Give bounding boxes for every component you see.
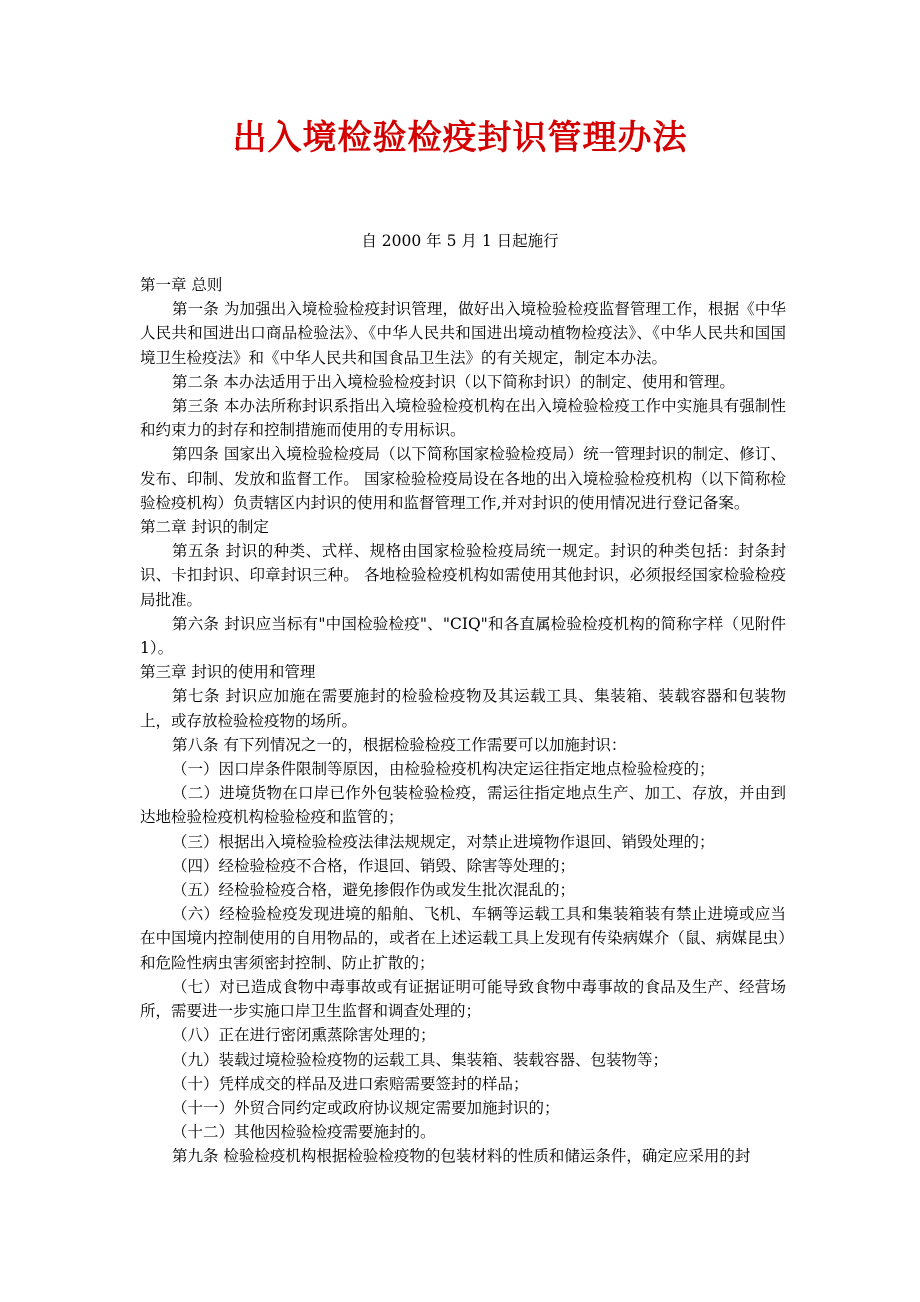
list-item: （四）经检验检疫不合格，作退回、销毁、除害等处理的； bbox=[172, 856, 576, 875]
chapter-heading: 第三章 封识的使用和管理 bbox=[140, 663, 316, 682]
list-item: （十一）外贸合同约定或政府协议规定需要加施封识的； bbox=[172, 1098, 560, 1117]
list-item: （二）进境货物在口岸已作外包装检验检疫，需运往指定地点生产、加工、存放，并由到达地检验检疫机构检验检疫和监管的； bbox=[140, 784, 786, 827]
list-item: （八）正在进行密闭熏蒸除害处理的； bbox=[172, 1026, 436, 1045]
article-paragraph: 第七条 封识应加施在需要施封的检验检疫物及其运载工具、集装箱、装载容器和包装物上，或存放检验检疫物的场所。 bbox=[140, 687, 786, 730]
document-body bbox=[140, 273, 786, 1169]
list-item: （七）对已造成食物中毒事故或有证据证明可能导致食物中毒事故的食品及生产、经营场所，需要进一步实施口岸卫生监督和调查处理的； bbox=[140, 977, 786, 1021]
list-item: （十二）其他因检验检疫需要施封的。 bbox=[172, 1123, 436, 1142]
article-paragraph: 第四条 国家出入境检验检疫局（以下简称国家检验检疫局）统一管理封识的制定、修订、发布、印制、发放和监督工作。 国家检验检疫局设在各地的出入境检验检疫机构（以下简称检验检疫机构）负责辖区内封识的使用和监督管理工作,并对封识的使用情况进行登记备案。 bbox=[140, 445, 786, 512]
list-item: （十）凭样成交的样品及进口索赔需要签封的样品； bbox=[172, 1074, 529, 1093]
chapter-heading: 第二章 封识的制定 bbox=[140, 518, 269, 537]
list-item: （六）经检验检疫发现进境的船舶、飞机、车辆等运载工具和集装箱装有禁止进境或应当在中国境内控制使用的自用物品的，或者在上述运载工具上发现有传染病媒介（鼠、病媒昆虫）和危险性病虫害须密封控制、防止扩散的； bbox=[140, 905, 786, 972]
list-item: （一）因口岸条件限制等原因，由检验检疫机构决定运往指定地点检验检疫的； bbox=[172, 760, 715, 779]
list-item: （三）根据出入境检验检疫法律法规规定，对禁止进境物作退回、销毁处理的； bbox=[172, 832, 715, 851]
article-paragraph: 第二条 本办法适用于出入境检验检疫封识（以下简称封识）的制定、使用和管理。 bbox=[172, 372, 735, 391]
article-paragraph: 第六条 封识应当标有"中国检验检疫"、"CIQ"和各直属检验检疫机构的简称字样（见附件 1）。 bbox=[140, 614, 786, 658]
article-paragraph: 第三条 本办法所称封识系指出入境检验检疫机构在出入境检验检疫工作中实施具有强制性和约束力的封存和控制措施而使用的专用标识。 bbox=[140, 397, 786, 440]
list-item: （九）装载过境检验检疫物的运载工具、集装箱、装载容器、包装物等； bbox=[172, 1050, 669, 1069]
article-paragraph: 第一条 为加强出入境检验检疫封识管理，做好出入境检验检疫监督管理工作，根据《中华人民共和国进出口商品检验法》、《中华人民共和国进出境动植物检疫法》、《中华人民共和国国境卫生检疫法》和《中华人民共和国食品卫生法》的有关规定，制定本办法。 bbox=[140, 300, 786, 367]
document-title: 出入境检验检疫封识管理办法 bbox=[232, 118, 688, 158]
article-paragraph: 第八条 有下列情况之一的，根据检验检疫工作需要可以加施封识： bbox=[172, 735, 627, 754]
list-item: （五）经检验检疫合格，避免掺假作伪或发生批次混乱的； bbox=[172, 881, 576, 900]
effective-date: 自 2000 年 5 月 1 日起施行 bbox=[361, 232, 559, 250]
article-paragraph: 第五条 封识的种类、式样、规格由国家检验检疫局统一规定。封识的种类包括：封条封识、卡扣封识、印章封识三种。 各地检验检疫机构如需使用其他封识，必须报经国家检验检疫局批准。 bbox=[140, 542, 786, 609]
article-paragraph: 第九条 检验检疫机构根据检验检疫物的包装材料的性质和储运条件，确定应采用的封 bbox=[172, 1147, 751, 1166]
chapter-heading: 第一章 总则 bbox=[140, 276, 223, 294]
